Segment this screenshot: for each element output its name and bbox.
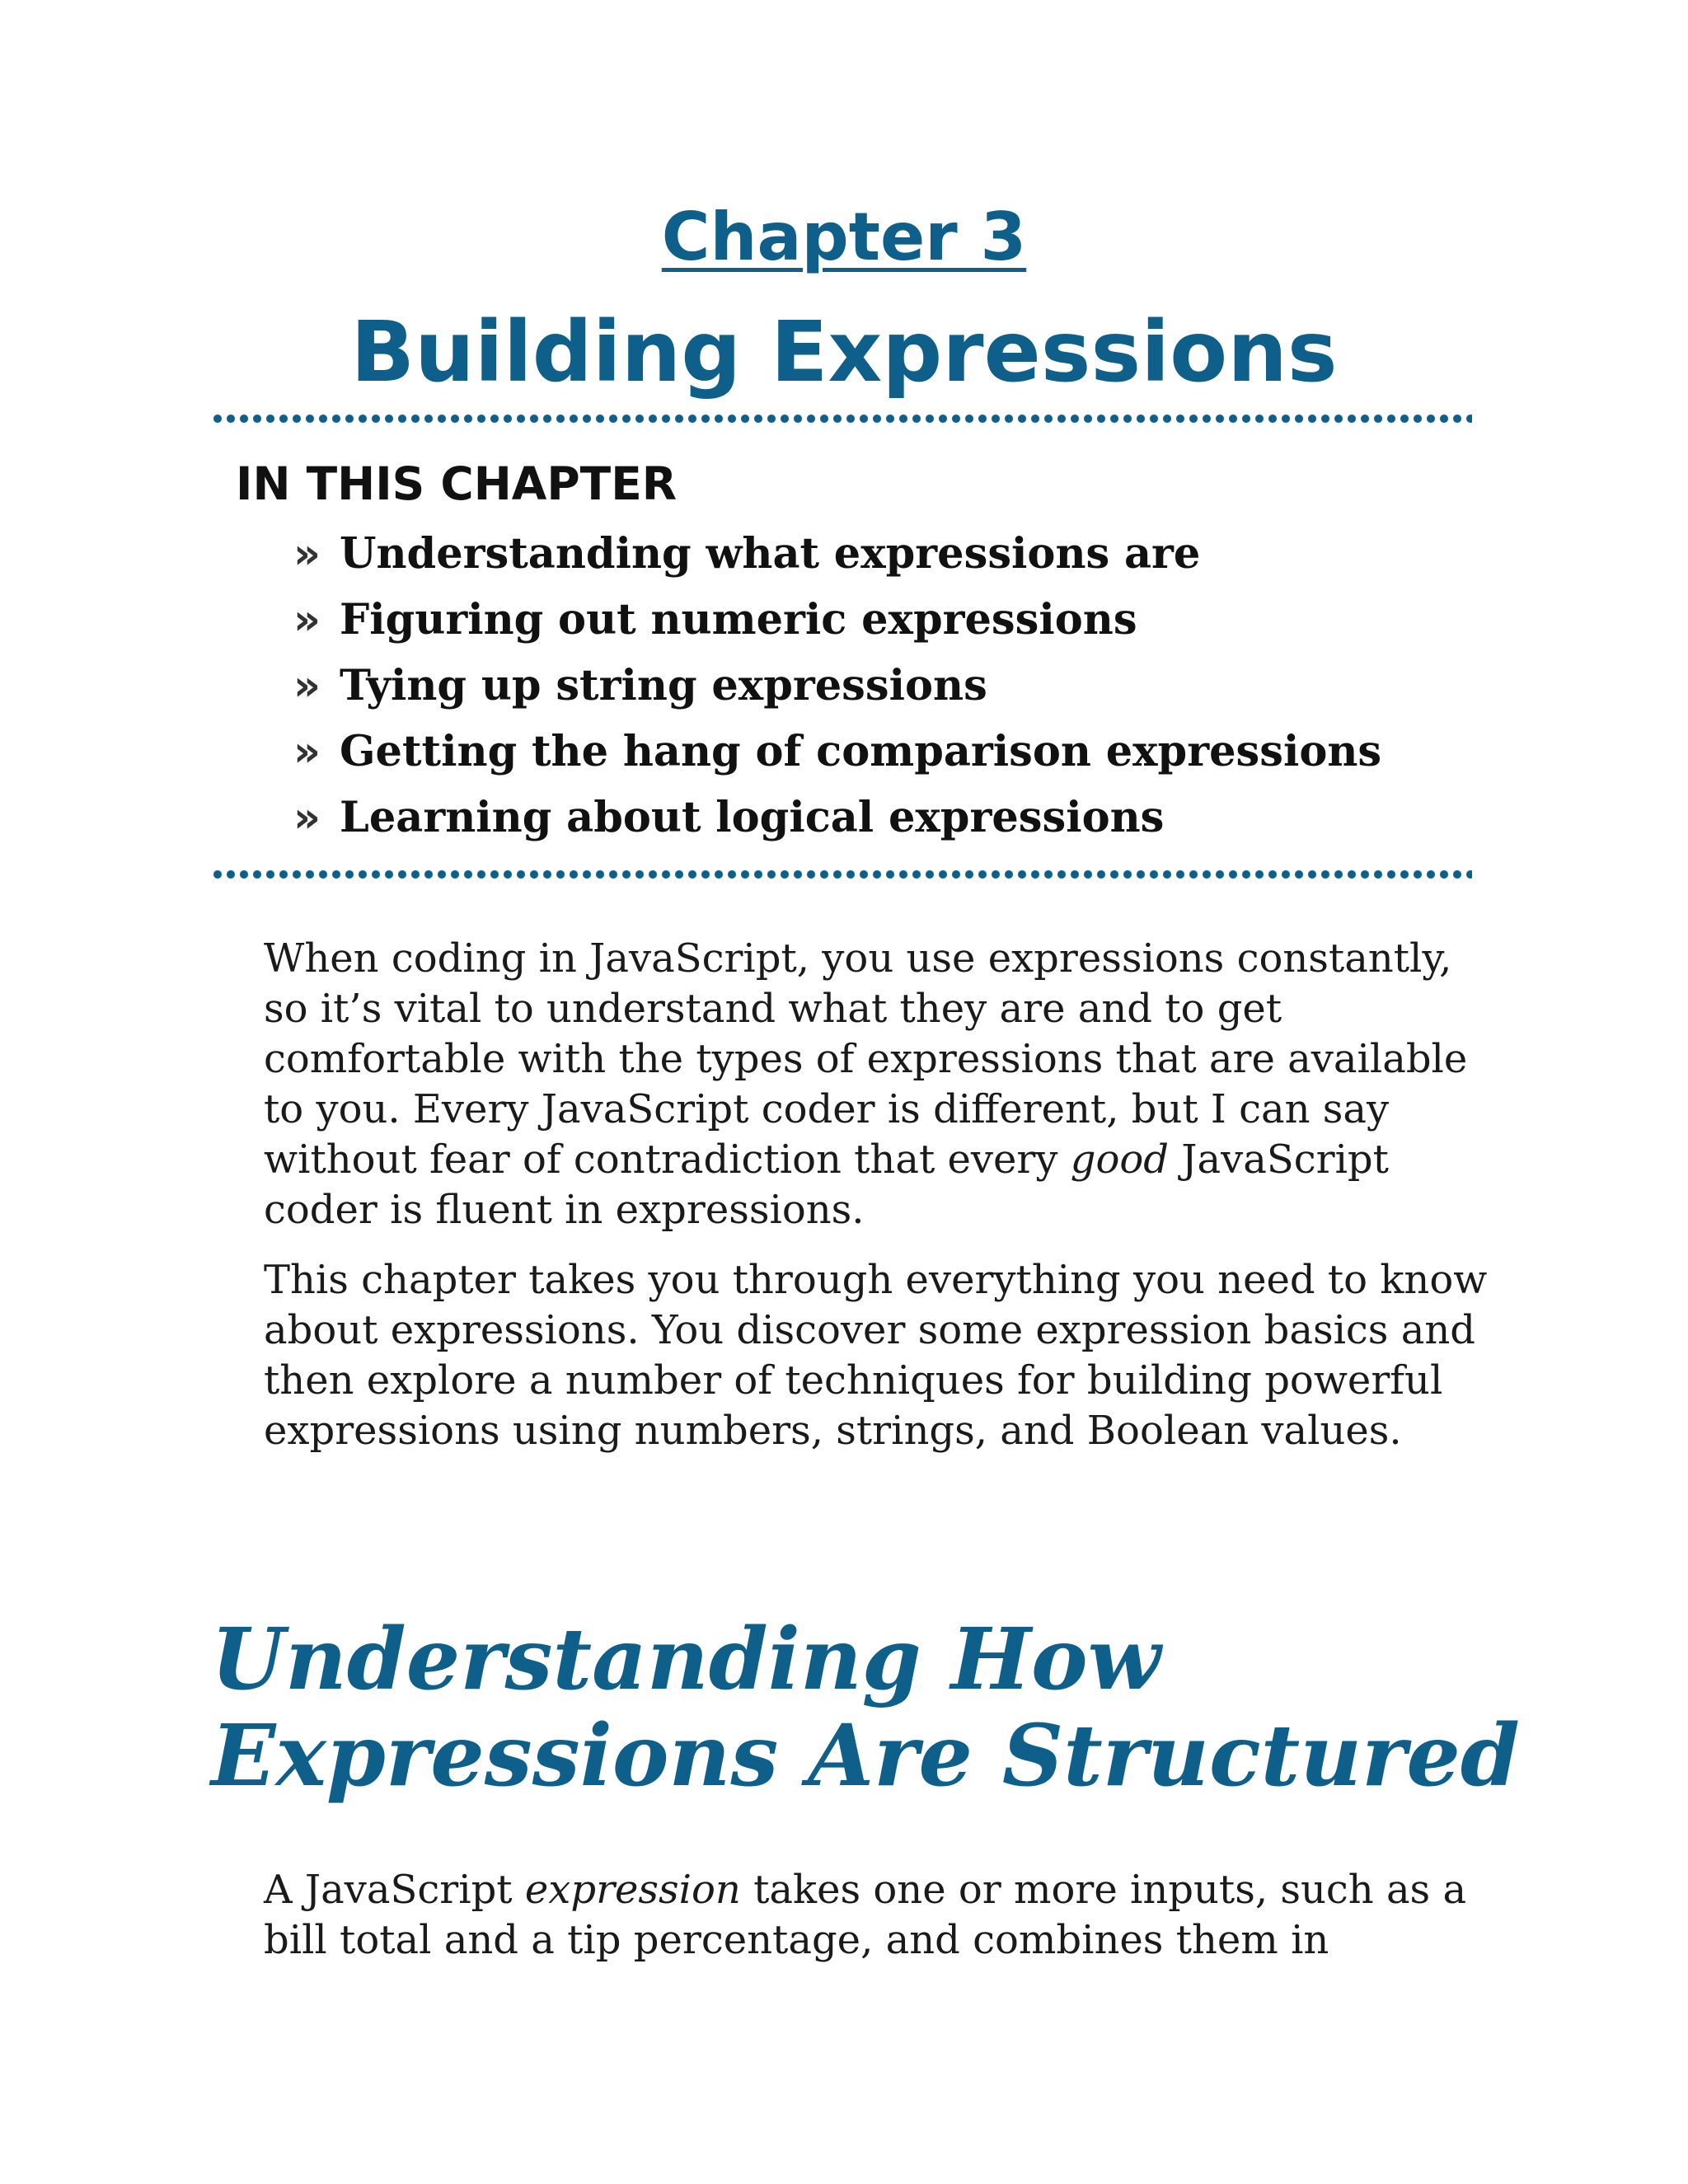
chapter-topic-text: Understanding what expressions are [340,529,1201,579]
double-chevron-icon: » [293,728,321,776]
chapter-topic-item [293,791,1381,857]
intro-paragraph-1 [264,934,1492,1235]
intro-p1-text-start: When coding in JavaScript, you use expressions constantly, so it’s vital to understand what they are and to get comfortable with the types of expressions that are available to you. Every JavaScript coder is different, but I can say without fear of contradiction that every [264,935,1468,1183]
in-this-chapter-list [293,527,1381,857]
intro-paragraph-2: This chapter takes you through everything you need to know about expressions. You discover some expression basics and then explore a number of techniques for building powerful expressions using numbers, strings, and Boolean values. [264,1257,1488,1454]
chapter-topic-text: Getting the hang of comparison expressions [340,727,1382,776]
section-p1-text-end: takes one or more inputs, such as a bill total and a tip percentage, and combines them in [264,1867,1467,1963]
double-chevron-icon: » [293,794,321,842]
chapter-topic-item [293,725,1381,791]
in-this-chapter-label: IN THIS CHAPTER [236,457,678,510]
chapter-number: Chapter 3 [661,199,1027,275]
chapter-topic-item [293,527,1381,593]
double-chevron-icon: » [293,596,321,644]
section-text [264,1865,1492,1985]
intro-p1-emphasis: good [1070,1137,1169,1183]
chapter-title: Building Expressions [350,303,1338,401]
dotted-divider-bottom [211,869,1472,879]
section-heading: Understanding How Expressions Are Structured [211,1610,1520,1807]
double-chevron-icon: » [293,662,321,710]
chapter-topic-item [293,659,1381,725]
section-p1-emphasis: expression [524,1867,741,1913]
chapter-topic-text: Tying up string expressions [340,661,987,710]
chapter-topic-text: Figuring out numeric expressions [340,595,1137,644]
double-chevron-icon: » [293,530,321,579]
section-p1-text-start: A JavaScript [264,1867,525,1913]
dotted-divider-top [211,414,1472,424]
chapter-topic-item [293,593,1381,659]
intro-text [264,934,1492,1476]
section-paragraph-1 [264,1865,1492,1966]
intro-p1-text-end: JavaScript coder is fluent in expressions. [264,1137,1389,1233]
chapter-topic-text: Learning about logical expressions [340,793,1165,842]
